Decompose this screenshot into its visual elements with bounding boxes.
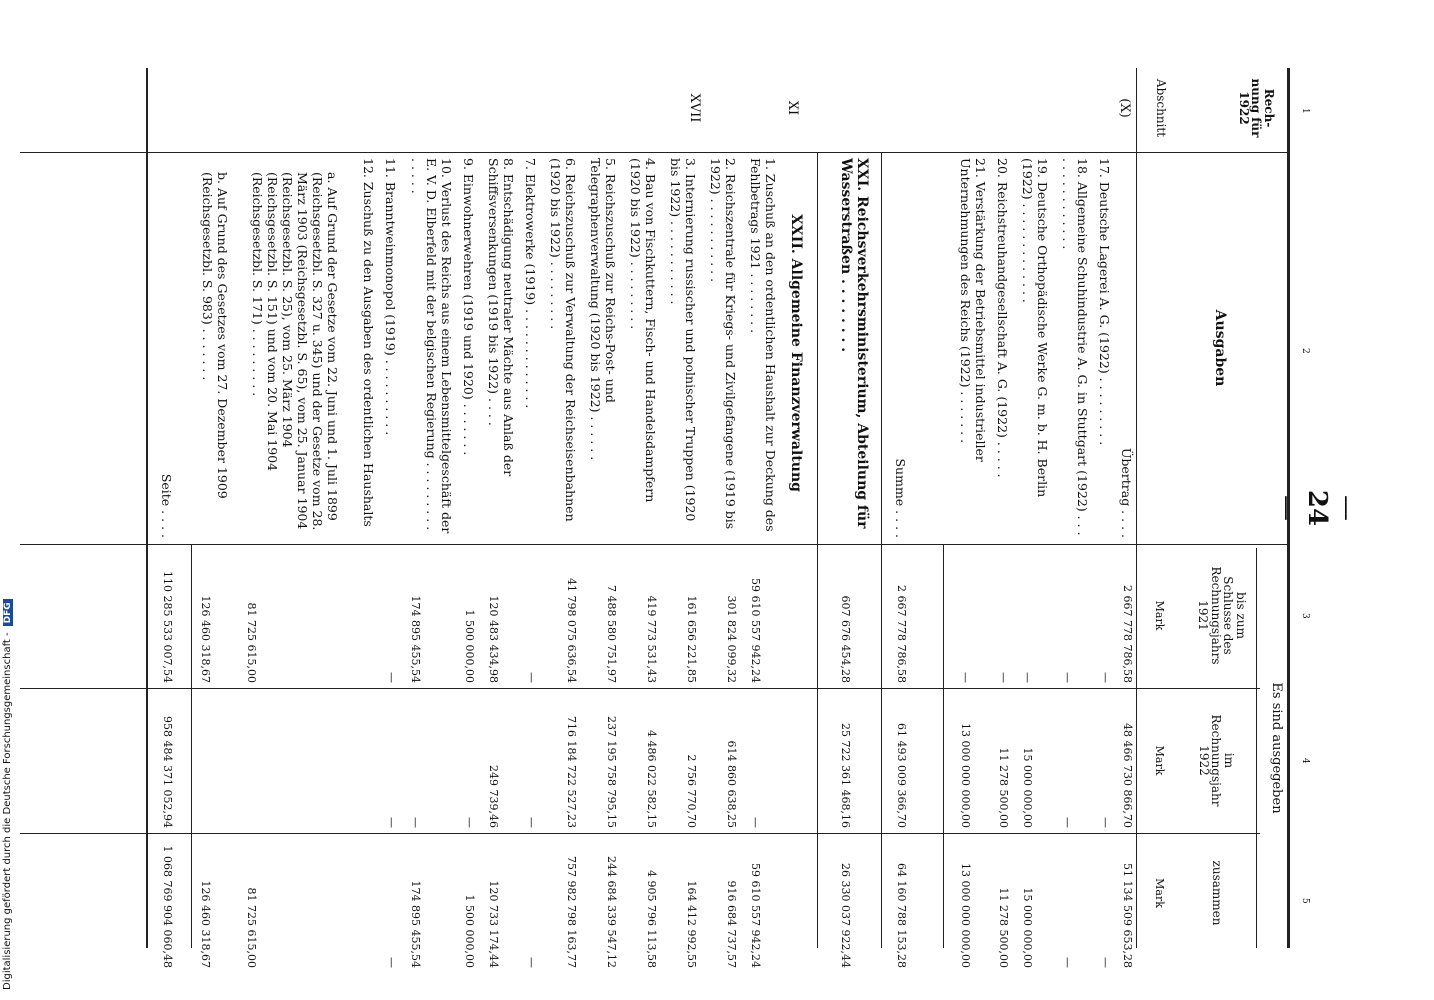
row-label: 19. Deutsche Orthopädische Werke G. m. b. H. Berlin (1922) . . . . . . . . . . . . . [1020,158,1050,498]
header-col5-unit: Mark [1153,878,1166,908]
header-col4: im Rechnungsjahr 1922 [1196,714,1236,807]
amount-cell: 237 195 758 795,15 [605,716,618,828]
header-rechnung: Rech- nung für 1922 [1236,78,1276,138]
amount-cell: 174 895 455,54 [409,595,422,683]
amount-cell: 607 676 454,28 [839,595,852,683]
column-number: 3 [1300,613,1310,619]
amount-cell: — [385,817,398,828]
row-label: 6. Reichszuschuß zur Verwaltung der Reichseisenbahnen (1920 bis 1922) . . . . . . . . . [548,158,578,522]
amount-cell: 64 160 788 153,28 [895,863,908,968]
section-heading: XXII. Allgemeine Finanzverwaltung [788,214,804,492]
document-page [20,68,1362,968]
amount-cell: 614 860 638,25 [725,740,738,828]
amount-cell: 244 684 339 547,12 [605,856,618,968]
page-number: —24— [1272,489,1362,527]
amount-cell: 4 905 796 113,58 [645,870,658,968]
amount-cell: 126 460 318,67 [199,595,212,683]
amount-cell: 26 330 037 922,44 [839,863,852,968]
amount-cell: 7 488 580 751,97 [605,585,618,683]
row-label: 10. Verlust des Reichs aus einem Lebensmittelgeschäft der E. V. D. Elberfeld mit der belgischen Regierung . . . . . . . . . . . . . . [409,158,454,534]
amount-cell: 4 486 022 582,15 [645,730,658,828]
amount-cell: 15 000 000,00 [1021,747,1034,828]
row-label: 9. Einwohnerwehren (1919 und 1920) . . . . . . . [461,158,476,456]
row-label: 4. Bau von Fischkuttern, Fisch- und Handelsdampfern (1920 bis 1922) . . . . . . . . . [628,158,658,503]
amount-cell: 174 895 455,54 [409,880,422,968]
amount-cell: — [749,817,762,828]
amount-cell: 2 667 778 786,58 [895,585,908,683]
footer-note [2,602,18,990]
row-label: Summe . . . . [893,458,908,538]
amount-cell: 419 773 531,43 [645,595,658,683]
amount-cell: 13 000 000 000,00 [959,723,972,828]
column-number: 2 [1300,348,1310,354]
header-col4-unit: Mark [1153,745,1166,776]
section-label: (X) [1117,98,1132,118]
amount-cell: 15 000 000,00 [1021,887,1034,968]
amount-cell: 120 483 434,98 [487,595,500,683]
amount-cell: 81 725 615,00 [245,887,258,968]
row-label: 21. Verstärkung der Betriebsmittel industrieller Unternehmungen des Reichs (1922) . . . . . . . [958,158,988,462]
amount-cell: — [525,672,538,683]
row-label: Seite . . . . [159,473,174,538]
column-number: 5 [1300,898,1310,904]
row-label: 7. Elektrowerke (1919) . . . . . . . . . . . . . [523,158,538,409]
amount-cell: 11 278 500,00 [997,747,1010,828]
amount-cell: 41 798 075 636,54 [565,578,578,683]
amount-cell: — [1061,817,1074,828]
row-label: 17. Deutsche Lagerei A. G. (1922) . . . . . . . . . [1097,158,1112,446]
header-col5: zusammen [1210,860,1224,926]
amount-cell: — [1099,957,1112,968]
sum-rule [191,544,192,948]
amount-cell: 301 824 099,32 [725,595,738,683]
header-group: Es sind ausgegeben [1269,682,1284,814]
amount-cell: 13 000 000 000,00 [959,863,972,968]
row-label: 2. Reichszentrale für Kriegs- und Zivilgefangene (1919 bis 1922) . . . . . . . . . . . [708,158,738,530]
amount-cell: — [997,672,1010,683]
amount-cell: 958 484 371 052,94 [161,716,174,828]
amount-cell: 11 278 500,00 [997,887,1010,968]
amount-cell: 1 068 769 904 060,48 [161,845,174,968]
row-label: 3. Internierung russischer und polnischer Truppen (1920 bis 1922) . . . . . . . . . . . [668,158,698,522]
row-label: 12. Zuschuß zu den Ausgaben des ordentlichen Haushalts [361,158,376,527]
header-abschnitt: Abschnitt [1154,78,1168,138]
amount-cell: — [409,817,422,828]
amount-cell: 59 610 557 942,24 [749,863,762,968]
amount-cell: 1 500 000,00 [463,894,476,968]
amount-cell: — [1099,817,1112,828]
row-label: 11. Branntweinmonopol (1919) . . . . . . . . . . [383,158,398,436]
amount-cell: 757 982 798 163,77 [565,856,578,968]
amount-cell: — [525,817,538,828]
amount-cell: 1 500 000,00 [463,609,476,683]
bottom-rule [146,68,148,948]
column-number: 1 [1300,108,1310,114]
amount-cell: — [385,957,398,968]
amount-cell: 126 460 318,67 [199,880,212,968]
footer-text: Digitalisierung gefördert durch die Deutsche Forschungsgemeinschaft - [2,632,13,990]
section-label: XI [785,100,800,116]
amount-cell: — [385,672,398,683]
header-col3-unit: Mark [1153,600,1166,631]
dfg-logo: DFG [3,599,13,626]
amount-cell: 59 610 557 942,24 [749,578,762,683]
amount-cell: 716 184 722 527,23 [565,716,578,828]
row-label: Übertrag . . . . [1119,447,1134,538]
amount-cell: 48 466 730 866,70 [1121,723,1134,828]
row-label: 20. Reichstreuhandgesellschaft A. G. (1922) . . . . . [995,158,1010,478]
amount-cell: — [1061,957,1074,968]
amount-cell: 51 134 509 653,28 [1121,863,1134,968]
header-ausgaben: Ausgaben [1212,309,1228,387]
amount-cell: 110 285 533 007,54 [161,571,174,683]
amount-cell: — [1061,672,1074,683]
amount-cell: 161 656 221,85 [685,595,698,683]
amount-cell: — [463,817,476,828]
amount-cell: 120 733 174,44 [487,880,500,968]
amount-cell: — [1099,672,1112,683]
amount-cell: 2 756 770,70 [685,754,698,828]
row-label: a. Auf Grund der Gesetze vom 22. Juni und 1. Juli 1899 (Reichsgesetzbl. S. 327 u. 345) und der Gesetze vom 28. März 1903 (Reichsgesetzbl. S. 65), vom 25. Januar 1904 (Reichsgesetzbl. S. 25), vom 25. März 1904 (Reichsgesetzbl. S. 151) und vom 20. Mai 1904 (Reichsgesetzbl. S. 171) . . . . . . . . . [250,172,340,531]
section-label: XVII [687,93,702,123]
amount-cell: 916 684 737,57 [725,880,738,968]
section-rule [817,152,818,948]
amount-cell: 61 493 009 366,70 [895,723,908,828]
table-header [1136,68,1290,948]
amount-cell: 2 667 778 786,58 [1121,585,1134,683]
row-label: 1. Zuschuß an den ordentlichen Haushalt zur Deckung des Fehlbetrags 1921 . . . . . . . . [748,158,778,532]
amount-cell: — [525,957,538,968]
row-label: XXI. Reichsverkehrsministerium, Abteilung für Wasserstraßen . . . . . . . . [838,158,870,529]
amount-cell: 81 725 615,00 [245,602,258,683]
amount-cell: 249 739,46 [487,765,500,828]
row-label: 5. Reichszuschuß zur Reichs-Post- und Telegraphenverwaltung (1920 bis 1922) . . . . . . [588,158,618,461]
amount-cell: — [1021,672,1034,683]
row-label: 8. Entschädigung neutraler Mächte aus Anlaß der Schiffsversenkungen (1919 bis 1922) . . . . [486,158,516,477]
section-rule [881,152,882,948]
column-number: 4 [1300,758,1310,764]
row-label: 18. Allgemeine Schuhindustrie A. G. in Stuttgart (1922) . . . . . . . . . . . . . . . [1060,158,1090,536]
amount-cell: 164 412 992,55 [685,880,698,968]
amount-cell: — [959,672,972,683]
group-rule [1256,548,1257,948]
sum-rule [943,544,944,948]
column-numbers [1294,68,1310,948]
header-col3: bis zum Schlusse des Rechnungsjahrs 1921 [1196,566,1248,665]
table-body [20,68,1140,968]
amount-cell: 25 722 361 468,16 [839,723,852,828]
row-label: b. Auf Grund des Gesetzes vom 27. Dezember 1909 (Reichsgesetzbl. S. 983) . . . . . . . [200,172,230,499]
